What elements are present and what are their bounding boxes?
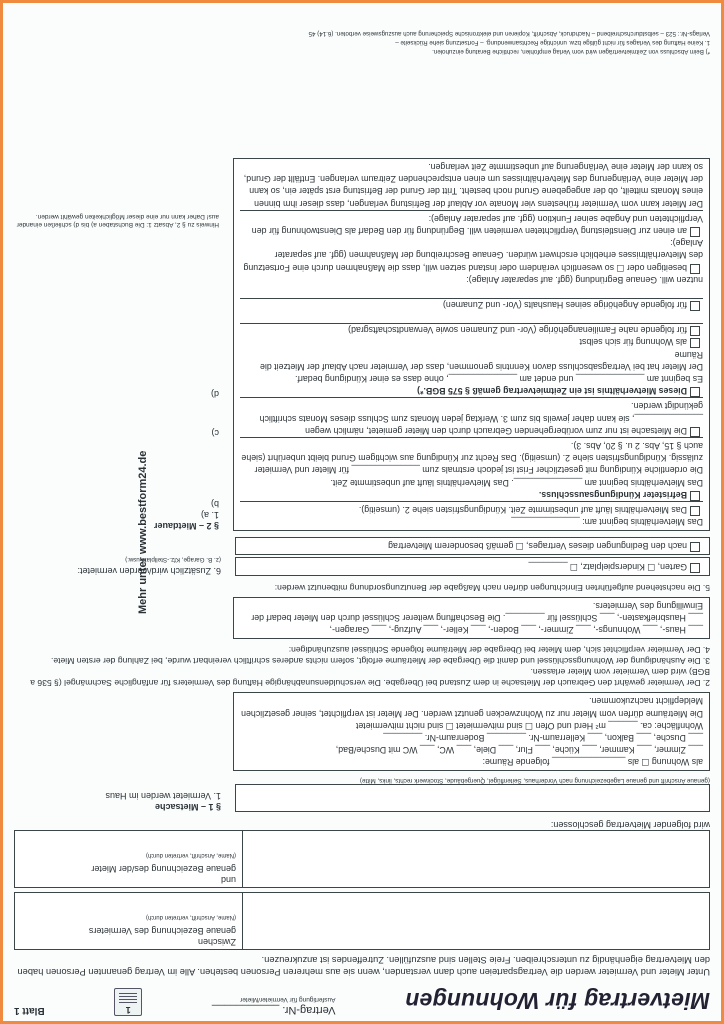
- checkbox[interactable]: [690, 264, 700, 274]
- facilities-box[interactable]: Garten, ☐ Kinderspielplatz, ☐ ________: [235, 557, 710, 575]
- landlord-field[interactable]: [242, 893, 709, 949]
- rooms-box: als Wohnung ☐ als _______________ folgende Räume: ___ Zimmer, ___ Kammer, ___ Küche, ___ Flur, ___ Diele, ___ WC, ___ WC mit Dusche/Bad, ___ Dusche, ___ Balkon, ___ Kellerraum-Nr. ________ Bodenraum-Nr. ________ Wohnfläche: ca. ______ m² Herd und Ofen ☐ sind mitvermietet ☐ sind nicht mitvermietet Die Mieträume dürfen vom Mieter nur zu Wohnzwecken genutzt werden. Der Mieter ist verpflichtet, seiner gesetzlichen Meldepflicht nachzukommen.: [233, 692, 710, 771]
- checkbox[interactable]: [690, 338, 700, 348]
- duration-box: Das Mietverhältnis beginnt am: ______________ Das Mietverhältnis läuft auf unbestimmte Zeit. Kündigungsfristen siehe 2. (umseitig). Befristeter Kündigungsausschluss. Das Mietverhältnis beginnt am ______________. Das Mietverhältnis läuft auf unbestimmte Zeit. Die ordentliche Kündigung mit gesetzlicher Frist ist jedoch erstmals zum ______________ für Mieter und Vermieter zulässig. Kündigungsfristen siehe 2. (umseitig). Das Recht zur Kündigung aus wichtigem Grund bleibt unberührt (siehe auch § 15, Abs. 2 u. § 20, Abs. 3). Die Mietsache ist nur zum vorübergehenden Gebrauch durch den Mieter gemietet, nämlich wegen ______________, sie kann daher jeweils bis zum 3. Werktag jeden Monats zum Schluss dieses Monats schriftlich gekündigt werden. Dieses Mietverhältnis ist ein Zeitmietvertrag gemäß § 575 BGB.*) Es beginnt am ______________ und endet am ______________, ohne dass es einer Kündigung bedarf. Der Mieter hat bei Vertragsabschluss davon Kenntnis genommen, dass der Vermieter nach Ablauf der Mietzeit die Räume als Wohnung für sich selbst für folgende nahe Familienangehörige (Vor- und Zunamen sowie Verwandtschaftsgrad) für folgende Angehörige seines Haushalts (Vor- und Zunamen) nutzen will. Genaue Begründung (ggf. auf separater Anlage): beseitigen oder ☐ so wesentlich verändern oder instand setzen will, dass die Maßnahmen durch eine Fortsetzung des Mietverhältnisses erheblich erschwert würden. Genaue Beschreibung der Maßnahmen (ggf. auf separater Anlage): an einen zur Dienstleistung Verpflichteten vermieten will. Begründung für den Bedarf als Dienstwohnung für den Verpflichteten und Angabe seiner Funktion (ggf. auf separater Anlage): Der Mieter kann vom Vermieter frühestens vier Monate vor Ablauf der Befristung verlangen, dass dieser ihm binnen eines Monats mitteilt, ob der angegebene Grund noch besteht. Tritt der Grund der Befristung erst später ein, so kann der Mieter eine Verlängerung des Mietverhältnisses um einen entsprechenden Zeitraum verlangen. Entfällt der Grund, so kann der Mieter eine Verlängerung auf unbestimmte Zeit verlangen.: [233, 158, 710, 531]
- section1-items: 2. Der Vermieter gewährt den Gebrauch der Mietsache in dem Zustand bei Übergabe. Die verschuldensunabhängige Haftung des Vermieters für anfängliche Sachmängel (§ 536 a BGB) wird dem Vermieter vom Mieter erlassen. 3. Die Aushändigung der Wohnungsschlüssel und damit die Übergabe der Mieträume erfolgt, sofern nichts anderes schriftlich vereinbart wurde, bei Zahlung der ersten Miete. 4. Der Vermieter verpflichtet sich, dem Mieter bei Übergabe der Mieträume folgende Schlüssel auszuhändigen:: [30, 644, 710, 689]
- page-title: Mietvertrag für Wohnungen: [405, 988, 710, 1014]
- website-note: Mehr unter www.bestform24.de: [137, 450, 150, 614]
- section1-heading: § 1 – Mietsache: [154, 802, 221, 813]
- section2-heading: § 2 – Mietdauer: [153, 521, 219, 532]
- concluded-text: wird folgender Mietvertrag geschlossen:: [550, 820, 710, 830]
- tenant-field[interactable]: [242, 831, 709, 887]
- checkbox[interactable]: [690, 301, 700, 311]
- checkbox-a[interactable]: [690, 506, 700, 516]
- landlord-row: Zwischen genaue Bezeichnung des Vermieters (Name, Anschrift, vertreten durch): [14, 892, 710, 950]
- contract-number[interactable]: Vertrag-Nr. ___________ Ausfertigung für Vermieter/Mieter: [211, 996, 336, 1016]
- document-copy-icon: 1: [114, 988, 142, 1016]
- duration-hint: Hinweis zu § 2, Absatz 1: Die Buchstaben a) bis d) schließen einander aus! Daher kann nur eine dieser Möglichkeiten gewählt werden.: [16, 213, 219, 229]
- intro-text: Unter Mieter und Vermieter werden die Vertragsparteien auch dann verstanden, wenn sie aus mehreren Personen bestehen. Alle im Vertrag genannten Personen haben den Mietvertrag eigenhändig zu unterschreiben. Freie Stellen sind auszufüllen. Zutreffendes ist anzukreuzen.: [17, 955, 710, 977]
- checkbox-b[interactable]: [690, 491, 700, 501]
- additional-rent-box[interactable]: nach den Bedingungen dieses Vertrages, ☐ gemäß besonderem Mietvertrag: [235, 537, 710, 555]
- sheet-number: Blatt 1: [14, 1005, 45, 1016]
- keys-box: ___ Haus-, ___ Wohnungs-, ___ Zimmer-, ___ Boden-, ___ Keller-, ___ Aufzug-, ___ Garagen-, ___ Hausbriefkasten-, ___ Schlüssel für ________. Die Beschaffung weiterer Schlüssel durch den Mieter bedarf der Einwilligung des Vermieters.: [233, 597, 710, 640]
- checkbox[interactable]: [690, 326, 700, 336]
- checkbox-c[interactable]: [690, 427, 700, 437]
- footer: *) Beim Abschluss von Zeitmietverträgen wird vom Verlag empfohlen, rechtliche Beratung einzuholen. 1. Keine Haftung des Verlages für nicht gültige bzw. unrichtige Rechtsanwendung. – Fortsetzung siehe Rückseite – Verlags-Nr.: 523 – selbstdurchschreibend – Nachdruck, Abschrift, Kopieren und elektronische Speicherung auch auszugsweise verboten. (6.14) 45: [308, 30, 710, 55]
- property-address-field[interactable]: [235, 785, 710, 813]
- checkbox[interactable]: [690, 563, 700, 573]
- checkbox[interactable]: [690, 542, 700, 552]
- checkbox-d[interactable]: [690, 387, 700, 397]
- checkbox[interactable]: [690, 227, 700, 237]
- document-page: Mietvertrag für Wohnungen Vertrag-Nr. ___________ Ausfertigung für Vermieter/Mieter 1 Blatt 1 Unter Mieter und Vermieter werden die Vertragsparteien auch dann verstanden, wenn sie aus mehreren Personen bestehen. Alle im Vertrag genannten Personen haben den Mietvertrag eigenhändig zu unterschreiben. Freie Stellen sind auszufüllen. Zutreffendes ist anzukreuzen. Zwischen genaue Bezeichnung des Vermieters (Name, Anschrift, vertreten durch) und genaue Bezeichnung des/der Mieter (Name, Anschrift, vertreten durch) wird folgender Mietvertrag geschlossen: (genaue Anschrift und genaue Lagebezeichnung nach Vorderhaus, Seitenflügel, Quergebäude, Stockwerk rechts, links, Mitte) § 1 – Mietsache 1. Vermietet werden im Haus als Wohnung ☐ als _______________ folgende Räume: ___ Zimmer, ___ Kammer, ___ Küche, ___ Flur, ___ Diele, ___ WC, ___ WC mit Dusche/Bad, ___ Dusche, ___ Balkon, ___ Kellerraum-Nr. ________ Bodenraum-Nr. ________ Wohnfläche: ca. ______ m² Herd und Ofen ☐ sind mitvermietet ☐ sind nicht mitvermietet Die Mieträume dürfen vom Mieter nur zu Wohnzwecken genutzt werden. Der Mieter ist verpflichtet, seiner gesetzlichen Meldepflicht nachzukommen. 2. Der Vermieter gewährt den Gebrauch der Mietsache in dem Zustand bei Übergabe. Die verschuldensunabhängige Haftung des Vermieters für anfängliche Sachmängel (§ 536 a BGB) wird dem Vermieter vom Mieter erlassen. 3. Die Aushändigung der Wohnungsschlüssel und damit die Übergabe der Mieträume erfolgt, sofern nichts anderes schriftlich vereinbart wurde, bei Zahlung der ersten Miete. 4. Der Vermieter verpflichtet sich, dem Mieter bei Übergabe der Mieträume folgende Schlüssel auszuhändigen: ___ Haus-, ___ Wohnungs-, ___ Zimmer-, ___ Boden-, ___ Keller-, ___ Aufzug-, ___ Garagen-, ___ Hausbriefkasten-, ___ Schlüssel für ________. Die Beschaffung weiterer Schlüssel durch den Mieter bedarf der Einwilligung des Vermieters. 5. Die nachstehend aufgeführten Einrichtungen dürfen nach Maßgabe der Benutzungsordnung mitbenutzt werden: Garten, ☐ Kinderspielplatz, ☐ ________ nach den Bedingungen dieses Vertrages, ☐ gemäß besonderem Mietvertrag 6. Zusätzlich wird/werden vermietet: (z. B. Garage, Kfz.-Stellplatz usw.) Das Mietverhältnis beginnt am: ______________ Das Mietverhältnis läuft auf unbestimmte Zeit. Kündigungsfristen siehe 2. (umseitig). Befristeter Kündigungsausschluss. Das Mietverhältnis beginnt am ______________. Das Mietverhältnis läuft auf unbestimmte Zeit. Die ordentliche Kündigung mit gesetzlicher Frist ist jedoch erstmals zum ______________ für Mieter und Vermieter zulässig. Kündigungsfristen siehe 2. (umseitig). Das Recht zur Kündigung aus wichtigem Grund bleibt unberührt (siehe auch § 15, Abs. 2 u. § 20, Abs. 3). Die Mietsache ist nur zum vorübergehenden Gebrauch durch den Mieter gemietet, nämlich wegen ______________, sie kann daher jeweils bis zum 3. Werktag jeden Monats zum Schluss dieses Monats schriftlich gekündigt werden. Dieses Mietverhältnis ist ein Zeitmietvertrag gemäß § 575 BGB.*) Es beginnt am ______________ und endet am ______________, ohne dass es einer Kündigung bedarf. Der Mieter hat bei Vertragsabschluss davon Kenntnis genommen, dass der Vermieter nach Ablauf der Mietzeit die Räume als Wohnung für sich selbst für folgende nahe Familienangehörige (Vor- und Zunamen sowie Verwandtschaftsgrad) für folgende Angehörige seines Haushalts (Vor- und Zunamen) nutzen will. Genaue Begründung (ggf. auf separater Anlage): beseitigen oder ☐ so wesentlich verändern oder instand setzen will, dass die Maßnahmen durch eine Fortsetzung des Mietverhältnisses erheblich erschwert würden. Genaue Beschreibung der Maßnahmen (ggf. auf separater Anlage): an einen zur Dienstleistung Verpflichteten vermieten will. Begründung für den Bedarf als Dienstwohnung für den Verpflichteten und Angabe seiner Funktion (ggf. auf separater Anlage): Der Mieter kann vom Vermieter frühestens vier Monate vor Ablauf der Befristung verlangen, dass dieser ihm binnen eines Monats mitteilt, ob der angegebene Grund noch besteht. Tritt der Grund der Befristung erst später ein, so kann der Mieter eine Verlängerung des Mietverhältnisses um einen entsprechenden Zeitraum verlangen. Entfällt der Grund, so kann der Mieter eine Verlängerung auf unbestimmte Zeit verlangen. § 2 – Mietdauer 1. a) b) c) d) Hinweis zu § 2, Absatz 1: Die Buchstaben a) bis d) schließen einander aus! Daher kann nur eine dieser Möglichkeiten gewählt werden. Mehr unter www.bestform24.de *) Beim Abschluss von Zeitmietverträgen wird vom Verlag empfohlen, rechtliche Beratung einzuholen. 1. Keine Haftung des Verlages für nicht gültige bzw. unrichtige Rechtsanwendung. – Fortsetzung siehe Rückseite – Verlags-Nr.: 523 – selbstdurchschreibend – Nachdruck, Abschrift, Kopieren und elektronische Speicherung auch auszugsweise verboten. (6.14) 45: [0, 0, 724, 1024]
- tenant-row: und genaue Bezeichnung des/der Mieter (Name, Anschrift, vertreten durch): [14, 830, 710, 888]
